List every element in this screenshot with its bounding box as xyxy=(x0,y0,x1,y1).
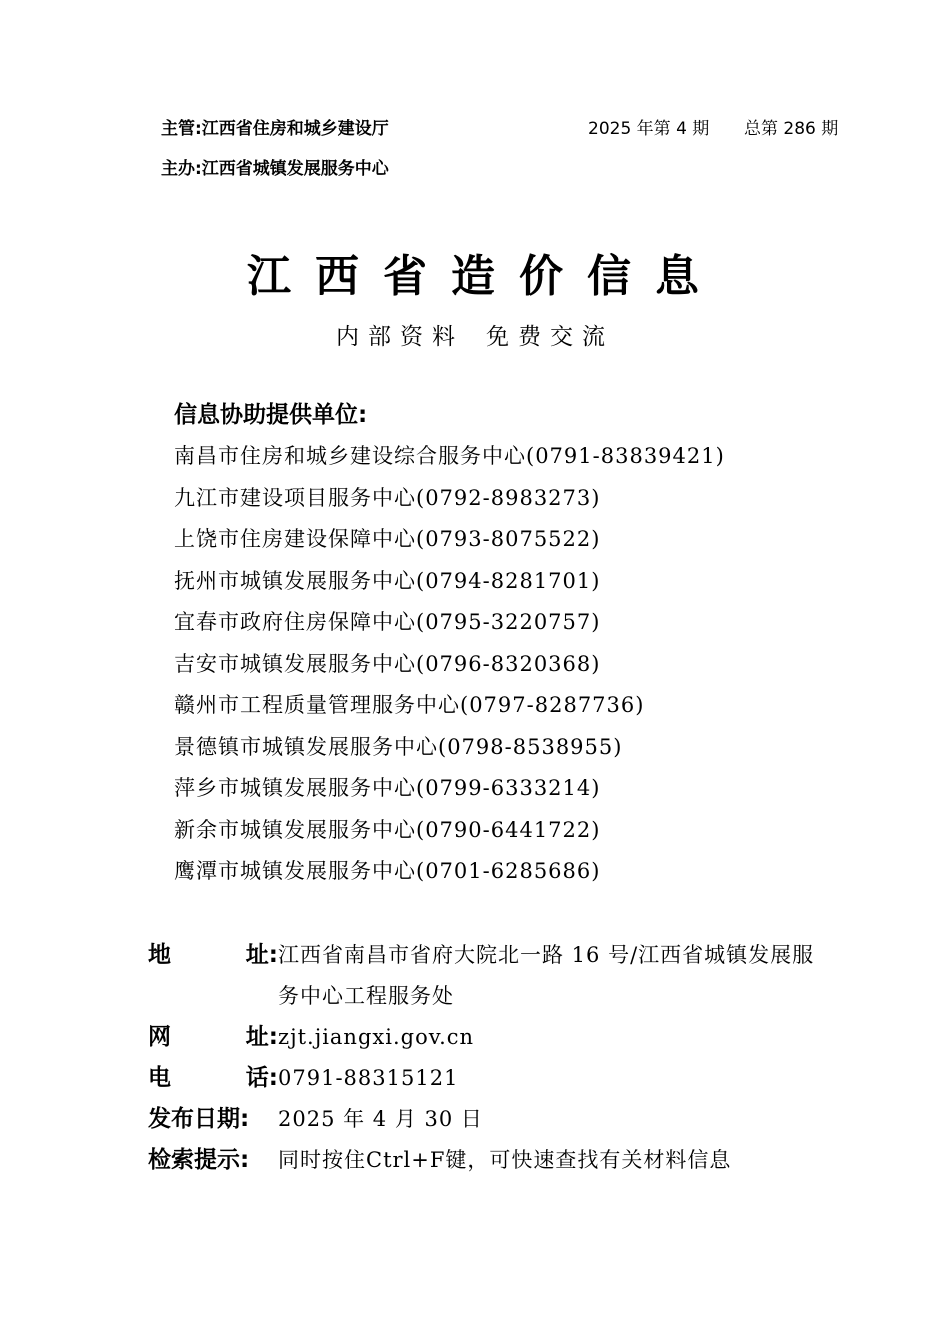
issue-number: 2025 年第 4 期 xyxy=(588,119,710,139)
address-label: 地 址: xyxy=(148,942,278,968)
phone-label: 电 话: xyxy=(148,1065,278,1091)
provider-item: 萍乡市城镇发展服务中心(0799-6333214) xyxy=(174,776,601,800)
providers-heading: 信息协助提供单位: xyxy=(174,402,368,428)
provider-item: 南昌市住房和城乡建设综合服务中心(0791-83839421) xyxy=(174,444,725,468)
phone-value: 0791-88315121 xyxy=(278,1066,459,1090)
address-row xyxy=(148,935,818,1017)
subtitle-free-exchange: 免费交流 xyxy=(486,324,614,350)
supervisor-text: 主管:江西省住房和城乡建设厅 xyxy=(161,119,389,139)
provider-item: 上饶市住房建设保障中心(0793-8075522) xyxy=(174,527,601,551)
search-tip-value: 同时按住Ctrl+F键，可快速查找有关材料信息 xyxy=(278,1148,732,1172)
total-issue-number: 总第 286 期 xyxy=(744,119,839,139)
address-value: 江西省南昌市省府大院北一路 16 号/江西省城镇发展服务中心工程服务处 xyxy=(278,943,815,1008)
publish-date-value: 2025 年 4 月 30 日 xyxy=(278,1107,483,1131)
website-row xyxy=(148,1017,818,1058)
provider-item: 景德镇市城镇发展服务中心(0798-8538955) xyxy=(174,734,623,759)
provider-item: 抚州市城镇发展服务中心(0794-8281701) xyxy=(174,568,601,593)
search-tip-row xyxy=(148,1140,818,1181)
provider-item: 新余市城镇发展服务中心(0790-6441722) xyxy=(174,817,601,842)
subtitle-internal: 内部资料 xyxy=(336,324,464,350)
organizer-text: 主办:江西省城镇发展服务中心 xyxy=(161,159,389,179)
publish-date-row xyxy=(148,1099,818,1140)
provider-item: 赣州市工程质量管理服务中心(0797-8287736) xyxy=(174,693,645,717)
website-label: 网 址: xyxy=(148,1024,278,1050)
provider-item: 吉安市城镇发展服务中心(0796-8320368) xyxy=(174,651,601,676)
publish-date-label: 发布日期: xyxy=(148,1106,250,1132)
provider-list xyxy=(174,436,725,893)
provider-item: 宜春市政府住房保障中心(0795-3220757) xyxy=(174,610,601,634)
subtitle xyxy=(0,318,950,351)
provider-item: 九江市建设项目服务中心(0792-8983273) xyxy=(174,485,601,510)
search-tip-label: 检索提示: xyxy=(148,1147,250,1173)
phone-row xyxy=(148,1058,818,1099)
website-link[interactable]: zjt.jiangxi.gov.cn xyxy=(278,1025,475,1049)
contact-info xyxy=(148,935,818,1181)
page-title: 江西省造价信息 xyxy=(247,251,723,302)
provider-item: 鹰潭市城镇发展服务中心(0701-6285686) xyxy=(174,859,601,883)
